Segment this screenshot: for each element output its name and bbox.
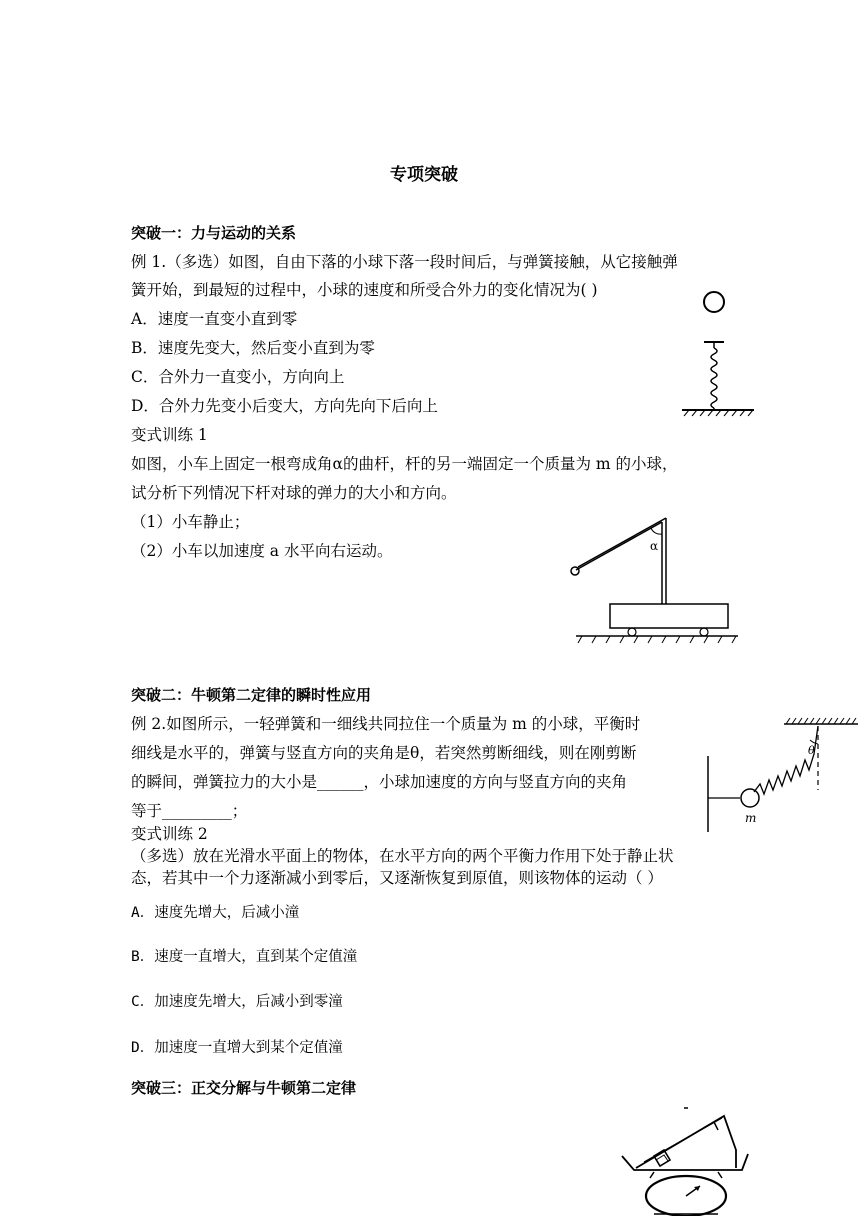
variant1-label: 变式训练 1	[131, 426, 208, 444]
example1-option-d: D．合外力先变小后变大，方向先向下后向上	[131, 397, 438, 415]
answer-blank-1[interactable]: ______	[317, 773, 364, 791]
spring-string-ball-figure	[700, 714, 860, 838]
example1-option-c: C．合外力一直变小，方向向上	[131, 368, 345, 386]
section1-heading: 突破一：力与运动的关系	[131, 224, 297, 242]
falling-ball-spring-figure	[676, 286, 760, 418]
variant1-item1: （1）小车静止；	[131, 513, 250, 531]
incline-on-scale-figure	[614, 1104, 760, 1216]
variant2-label: 变式训练 2	[131, 825, 208, 843]
example2-line4: 等于_________；	[131, 802, 248, 820]
example2-line1: 例 2.如图所示，一轻弹簧和一细线共同拉住一个质量为 m 的小球，平衡时	[131, 715, 641, 733]
example1-option-a: A．速度一直变小直到零	[131, 310, 298, 328]
cart-bent-rod-figure	[572, 510, 740, 646]
example1-line2: 簧开始，到最短的过程中，小球的速度和所受合外力的变化情况为( )	[131, 281, 598, 299]
variant2-option-c: C．加速度先增大，后减小到零潼	[131, 994, 343, 1010]
answer-blank-2[interactable]: _________	[162, 802, 232, 820]
example1-option-b: B．速度先变大，然后变小直到为零	[131, 339, 375, 357]
variant2-option-d: D．加速度一直增大到某个定值潼	[131, 1040, 343, 1056]
variant2-option-b: B．速度一直增大，直到某个定值潼	[131, 949, 358, 965]
mass-label: m	[745, 811, 757, 825]
section2-heading: 突破二：牛顿第二定律的瞬时性应用	[131, 686, 372, 704]
variant2-line1: （多选）放在光滑水平面上的物体，在水平方向的两个平衡力作用下处于静止状	[131, 847, 674, 865]
example2-line2: 细线是水平的，弹簧与竖直方向的夹角是θ，若突然剪断细线，则在刚剪断	[131, 744, 637, 762]
section3-heading: 突破三：正交分解与牛顿第二定律	[131, 1079, 357, 1097]
page-title: 专项突破	[390, 165, 458, 185]
example2-line3: 的瞬间，弹簧拉力的大小是______，小球加速度的方向与竖直方向的夹角	[131, 773, 628, 791]
alpha-label: α	[650, 539, 659, 553]
variant1-item2: （2）小车以加速度 a 水平向右运动。	[131, 542, 393, 560]
variant1-line2: 试分析下列情况下杆对球的弹力的大小和方向。	[131, 484, 457, 502]
theta-label: θ	[808, 744, 815, 757]
example1-line1: 例 1.（多选）如图，自由下落的小球下落一段时间后，与弹簧接触，从它接触弹	[131, 253, 678, 271]
variant1-line1: 如图，小车上固定一根弯成角α的曲杆，杆的另一端固定一个质量为 m 的小球，	[131, 455, 678, 473]
variant2-line2: 态，若其中一个力逐渐减小到零后，又逐渐恢复到原值，则该物体的运动（ ）	[131, 869, 663, 887]
variant2-option-a: A．速度先增大，后减小潼	[131, 905, 300, 921]
